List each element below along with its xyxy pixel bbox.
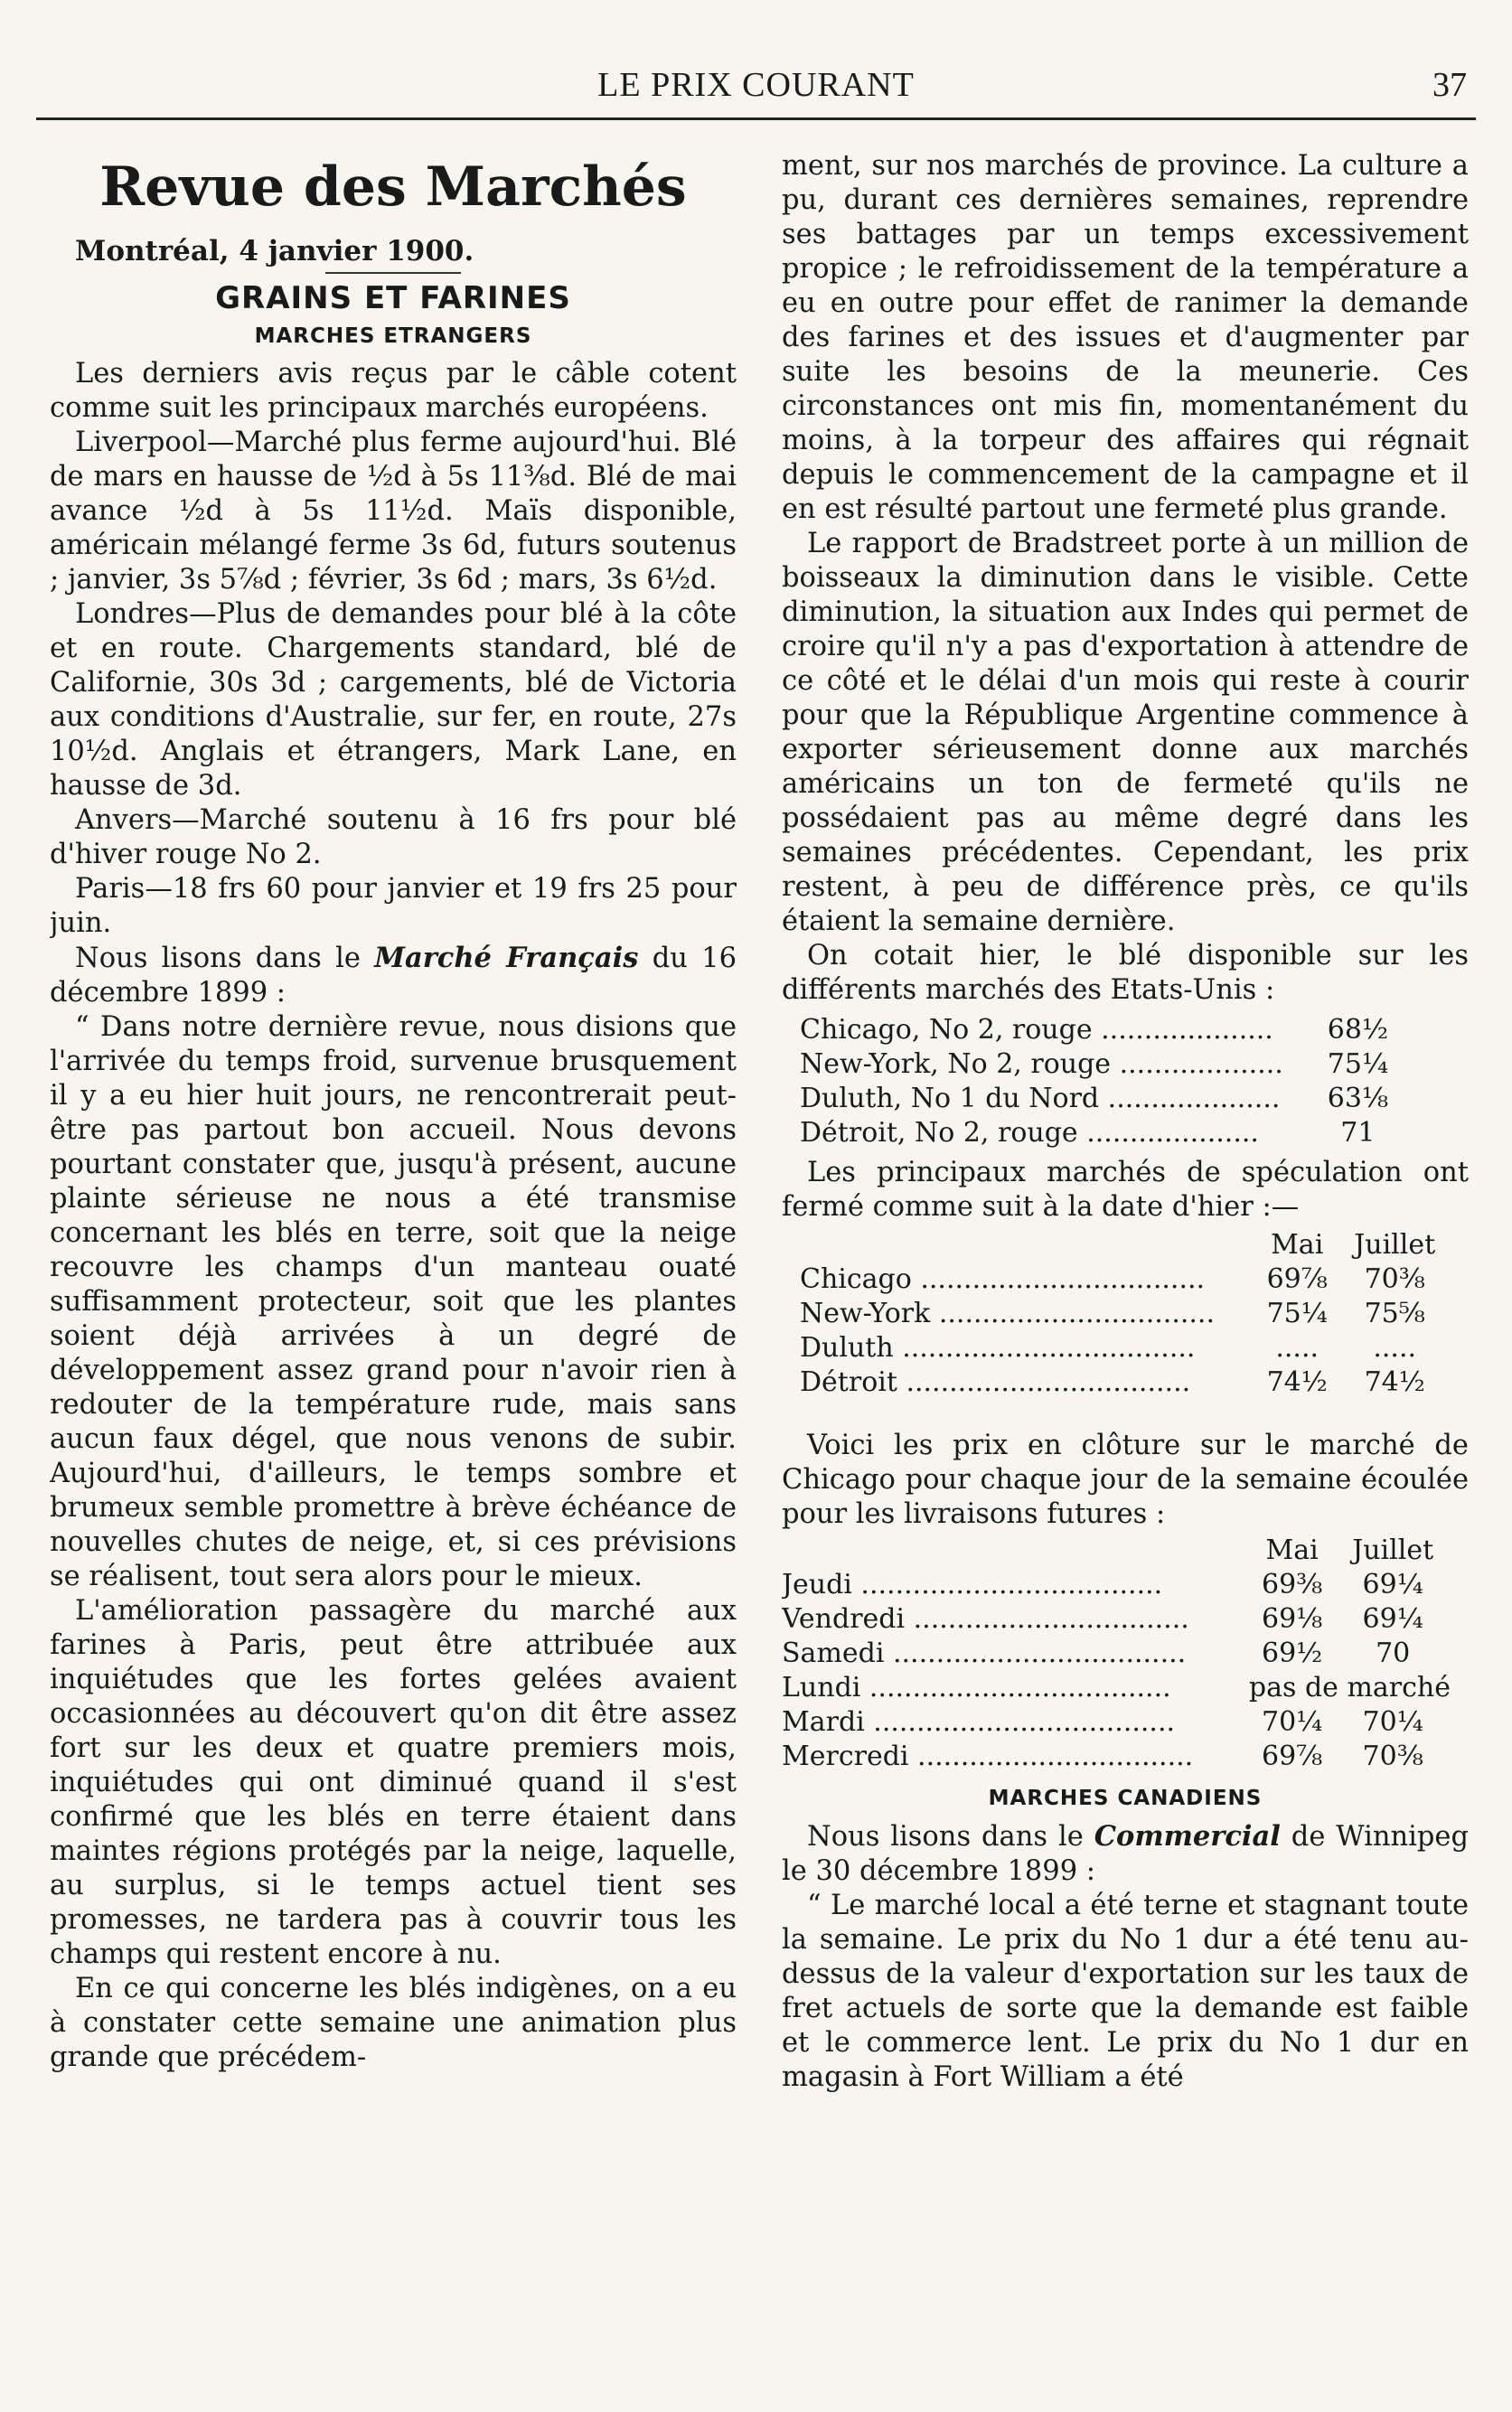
table-row	[800, 1297, 1451, 1331]
weekly-closing-table	[782, 1534, 1451, 1774]
paragraph-bradstreet: Le rapport de Bradstreet porte à un million de boisseaux la diminution dans le visible. Cette diminution, la situation aux Indes qui permet de croire qu'il n'y a pas d'exportation à attendre de ce côté et le délai d'un mois qui reste à courir pour que la République Argentine commence à exporter sérieusement donne aux marchés américains un ton de fermeté qu'ils ne possédaient pas au même degré dans les semaines précédentes. Cependant, les prix restent, à peu de différence près, ce qu'ils étaient la semaine dernière.	[782, 528, 1469, 937]
journal-name: Marché Français	[374, 942, 639, 974]
juillet-value: 70	[1376, 1638, 1411, 1669]
paragraph: Voici les prix en clôture sur le marché de Chicago pour chaque jour de la semaine écoulée pour les livraisons futures :	[782, 1430, 1469, 1530]
table-row	[800, 1366, 1451, 1400]
paragraph: On cotait hier, le blé disponible sur les différents marchés des Etats-Unis :	[782, 940, 1469, 1006]
table-row	[782, 1740, 1451, 1774]
table-row	[782, 1637, 1451, 1671]
juillet-value: 70¼	[1362, 1706, 1423, 1738]
juillet-value: 75⅝	[1364, 1298, 1425, 1329]
table-row	[782, 1602, 1451, 1637]
paragraph: Les principaux marchés de spéculation ont fermé comme suit à la date d'hier :—	[782, 1157, 1469, 1223]
paragraph-quote: “ Le marché local a été terne et stagnant toute la semaine. Le prix du No 1 dur a été tenu au-dessus de la valeur d'exportation sur les taux de fret actuels de sorte que la demande est faible et le commerce lent. Le prix du No 1 dur en magasin à Fort William a été	[782, 1890, 1469, 2093]
subsection-heading: MARCHES ETRANGERS	[254, 324, 532, 348]
mai-value: 69⅞	[1262, 1741, 1323, 1772]
page-header	[36, 54, 1476, 120]
table-row	[800, 1262, 1451, 1297]
mai-value: 69⅞	[1266, 1263, 1328, 1295]
text: du 16 décembre 1899 :	[50, 943, 737, 1009]
paragraph-continued: ment, sur nos marchés de province. La culture a pu, durant ces dernières semaines, reprendre ses battages par un temps excessivement propice ; le refroidissement de la température a eu en outre pour effet de ranimer la demande des farines et des issues et d'augmenter par suite les besoins de la meunerie. Ces circonstances ont mis fin, momentanément du moins, à la torpeur des affaires qui régnait depuis le commencement de la campagne et il en est résulté partout une fermeté plus grande.	[782, 150, 1469, 525]
futures-table	[800, 1228, 1451, 1400]
text: Nous lisons dans le	[807, 1821, 1084, 1853]
table-row	[782, 1568, 1451, 1602]
market-label: Duluth ..................................	[800, 1332, 1196, 1364]
mai-value: 69⅜	[1262, 1569, 1323, 1600]
day-label: Mercredi ................................	[782, 1741, 1194, 1772]
price-value: 68½	[1327, 1014, 1389, 1046]
table-row	[800, 1116, 1432, 1150]
juillet-value: .....	[1373, 1332, 1417, 1364]
right-column	[782, 149, 1469, 2394]
juillet-value: 69¼	[1362, 1569, 1423, 1600]
market-label: Détroit, No 2, rouge ....................	[800, 1117, 1259, 1149]
paragraph-paris: Paris—18 frs 60 pour janvier et 19 frs 25 pour juin.	[50, 873, 737, 939]
paragraph-citation-intro	[782, 1819, 1469, 1889]
market-label: Chicago, No 2, rouge ....................	[800, 1014, 1273, 1046]
table-row	[800, 1331, 1451, 1366]
table-row	[800, 1082, 1432, 1116]
dateline: Montréal, 4 janvier 1900.	[75, 235, 474, 267]
mai-value: 74½	[1266, 1366, 1328, 1398]
juillet-value: 74½	[1364, 1366, 1425, 1398]
juillet-value: 70⅜	[1362, 1741, 1423, 1772]
mai-value: .....	[1275, 1332, 1319, 1364]
column-header-juillet: Juillet	[1352, 1534, 1434, 1566]
paragraph-liverpool: Liverpool—Marché plus ferme aujourd'hui. Blé de mars en hausse de ½d à 5s 11⅜d. Blé de mai avance ½d à 5s 11½d. Maïs disponible, américain mélangé ferme 3s 6d, futurs soutenus ; janvier, 3s 5⅞d ; février, 3s 6d ; mars, 3s 6½d.	[50, 427, 737, 596]
section-heading: GRAINS ET FARINES	[215, 280, 571, 316]
paragraph-quote: “ Dans notre dernière revue, nous disions que l'arrivée du temps froid, survenue brusquement il y a eu hier huit jours, ne rencontrerait peut-être pas partout bon accueil. Nous devons pourtant constater que, jusqu'à présent, aucune plainte sérieuse ne nous a été transmise concernant les blés en terre, soit que la neige recouvre les champs d'un manteau ouaté suffisamment protecteur, soit que les plantes soient déjà arrivées à un degré de développement assez grand pour n'avoir rien à redouter de la température rude, mais sans aucun faux dégel, que nous venons de subir. Aujourd'hui, d'ailleurs, le temps sombre et brumeux semble promettre à brève échéance de nouvelles chutes de neige, et, si ces prévisions se réalisent, tout sera alors pour le mieux.	[50, 1011, 737, 1592]
mai-value: 69½	[1262, 1638, 1323, 1669]
table-header-row	[800, 1228, 1451, 1262]
paragraph-londres: Londres—Plus de demandes pour blé à la côte et en route. Chargements standard, blé de Californie, 30s 3d ; cargements, blé de Victoria aux conditions d'Australie, sur fer, en route, 27s 10½d. Anglais et étrangers, Mark Lane, en hausse de 3d.	[50, 598, 737, 802]
table-row	[782, 1705, 1451, 1740]
text: de Winnipeg le 30 décembre 1899 :	[782, 1821, 1469, 1887]
column-header-mai: Mai	[1271, 1229, 1324, 1261]
mai-value: 75¼	[1266, 1298, 1328, 1329]
article-title: Revue des Marchés	[99, 155, 687, 219]
page-number: 37	[1432, 66, 1467, 104]
day-label: Mardi ...................................	[782, 1706, 1176, 1738]
no-market-note: pas de marché	[1248, 1672, 1451, 1703]
paragraph: Les derniers avis reçus par le câble cotent comme suit les principaux marchés européens.	[50, 358, 737, 424]
paragraph: L'amélioration passagère du marché aux farines à Paris, peut être attribuée aux inquiétudes que les fortes gelées avaient occasionnées au découvert qu'on dit être assez fort sur les deux et quatre premiers mois, inquiétudes qui ont diminué quand il s'est confirmé que les blés en terre étaient dans maintes régions protégés par la neige, laquelle, au surplus, si le temps actuel tient ses promesses, ne tardera pas à couvrir tous les champs qui restent encore à nu.	[50, 1595, 737, 1970]
table-row	[800, 1013, 1432, 1047]
column-header-juillet: Juillet	[1354, 1229, 1436, 1261]
juillet-value: 70⅜	[1364, 1263, 1425, 1295]
spot-price-table	[800, 1013, 1432, 1150]
subsection-heading-canadiens: MARCHES CANADIENS	[988, 1787, 1263, 1810]
market-label: New-York, No 2, rouge ...................	[800, 1048, 1283, 1080]
day-label: Samedi ..................................	[782, 1638, 1187, 1669]
table-row	[800, 1047, 1432, 1082]
running-head: LE PRIX COURANT	[597, 66, 915, 104]
left-column	[50, 149, 737, 2394]
short-rule	[325, 272, 461, 274]
market-label: New-York ................................	[800, 1298, 1215, 1329]
table-header-row	[782, 1534, 1451, 1568]
paragraph-citation-intro	[50, 941, 737, 1010]
market-label: Chicago .................................	[800, 1263, 1206, 1295]
price-value: 75¼	[1327, 1048, 1389, 1080]
paragraph-anvers: Anvers—Marché soutenu à 16 frs pour blé d'hiver rouge No 2.	[50, 804, 737, 870]
market-label: Duluth, No 1 du Nord ....................	[800, 1083, 1281, 1114]
table-row	[782, 1671, 1451, 1705]
mai-value: 69⅛	[1262, 1603, 1323, 1635]
day-label: Vendredi ................................	[782, 1603, 1189, 1635]
price-value: 63⅛	[1327, 1083, 1389, 1114]
day-label: Jeudi ...................................	[782, 1569, 1163, 1600]
journal-name: Commercial	[1094, 1820, 1281, 1853]
price-value: 71	[1340, 1117, 1376, 1149]
mai-value: 70¼	[1262, 1706, 1323, 1738]
text: Nous lisons dans le	[75, 943, 361, 974]
juillet-value: 69¼	[1362, 1603, 1423, 1635]
market-label: Détroit .................................	[800, 1366, 1191, 1398]
day-label: Lundi ...................................	[782, 1672, 1171, 1703]
paragraph: En ce qui concerne les blés indigènes, on a eu à constater cette semaine une animation plus grande que précédem-	[50, 1973, 737, 2073]
column-header-mai: Mai	[1265, 1534, 1319, 1566]
